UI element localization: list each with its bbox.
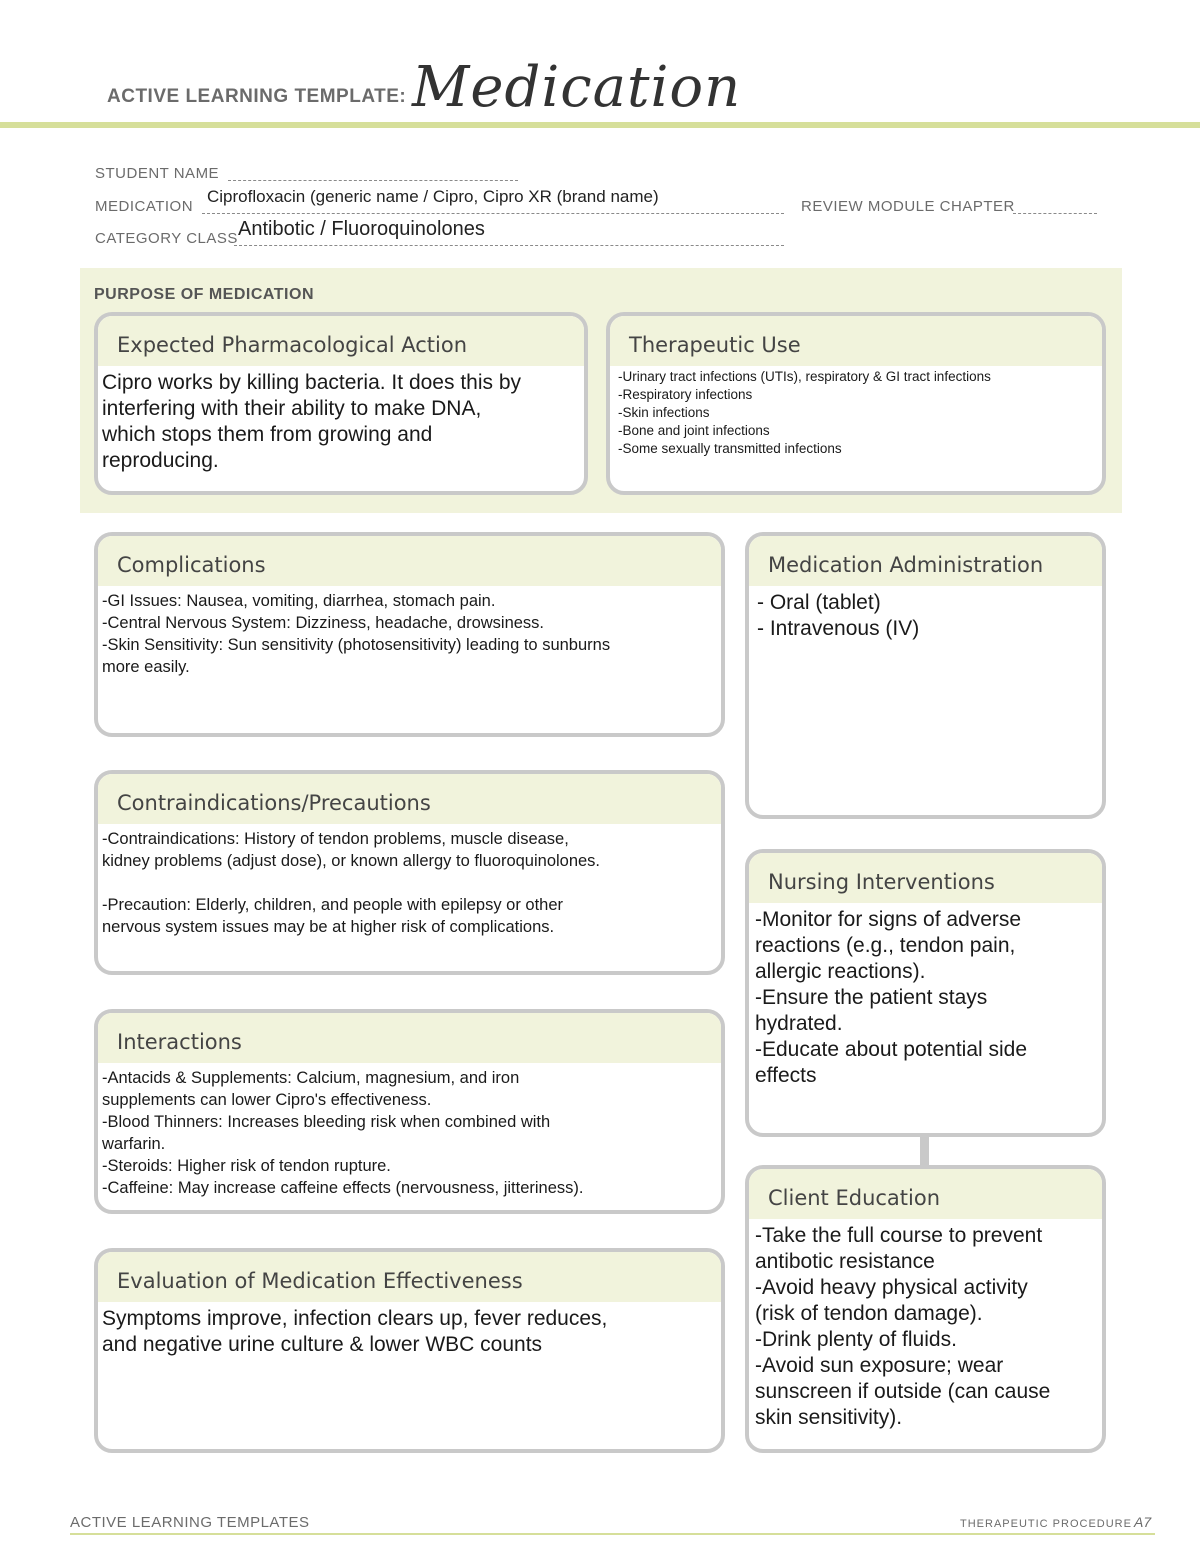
footer-section: THERAPEUTIC PROCEDURE: [960, 1518, 1132, 1530]
evaluation-title: Evaluation of Medication Effectiveness: [98, 1252, 721, 1302]
contraindications-box: [94, 770, 725, 975]
category-class-label: CATEGORY CLASS: [95, 230, 238, 247]
medication-administration-box: [745, 532, 1106, 819]
expected-action-title: Expected Pharmacological Action: [98, 316, 584, 366]
student-name-label: STUDENT NAME: [95, 165, 220, 182]
contraindications-title: Contraindications/Precautions: [98, 774, 721, 824]
student-name-field[interactable]: [228, 180, 518, 181]
category-class-field[interactable]: [234, 245, 784, 246]
footer-divider: [70, 1533, 1155, 1535]
medication-value: Ciprofloxacin (generic name / Cipro, Cipro XR (brand name): [207, 187, 659, 206]
category-class-value: Antibotic / Fluoroquinolones: [238, 218, 485, 240]
therapeutic-use-box: [606, 312, 1106, 495]
contraindications-text: -Contraindications: History of tendon problems, muscle disease, kidney problems (adjust dose), or known allergy to fluoroquinolones. -Precaution: Elderly, children, and people with epilepsy or other nervous system issues may be at higher risk of complications.: [102, 830, 601, 936]
header-divider: [0, 122, 1200, 128]
nursing-interventions-text: -Monitor for signs of adverse reactions (e.g., tendon pain, allergic reactions). -Ensure the patient stays hydrated. -Educate about potential side effects: [755, 908, 1028, 1087]
evaluation-text: Symptoms improve, infection clears up, fever reduces, and negative urine culture & lower WBC counts: [102, 1307, 608, 1356]
interactions-box: [94, 1009, 725, 1214]
page-number: A7: [1134, 1514, 1152, 1530]
therapeutic-use-title: Therapeutic Use: [610, 316, 1102, 366]
medication-label: MEDICATION: [95, 198, 194, 215]
interactions-title: Interactions: [98, 1013, 721, 1063]
interactions-text: -Antacids & Supplements: Calcium, magnesium, and iron supplements can lower Cipro's effectiveness. -Blood Thinners: Increases bleeding risk when combined with warfarin. -Steroids: Higher risk of tendon rupture. -Caffeine: May increase caffeine effects (nervousness, jitteriness).: [102, 1069, 584, 1197]
client-education-text: -Take the full course to prevent antibotic resistance -Avoid heavy physical activity (risk of tendon damage). -Drink plenty of fluids. -Avoid sun exposure; wear sunscreen if outside (can cause skin sensitivity).: [755, 1224, 1051, 1429]
complications-text: -GI Issues: Nausea, vomiting, diarrhea, stomach pain. -Central Nervous System: Dizziness, headache, drowsiness. -Skin Sensitivity: Sun sensitivity (photosensitivity) leading to sunburns more easily.: [102, 592, 611, 676]
review-module-field[interactable]: [1013, 213, 1097, 214]
evaluation-box: [94, 1248, 725, 1453]
template-label: ACTIVE LEARNING TEMPLATE:: [107, 86, 407, 107]
medication-administration-title: Medication Administration: [749, 536, 1102, 586]
nursing-interventions-box: [745, 849, 1106, 1137]
expected-action-text: Cipro works by killing bacteria. It does this by interfering with their ability to make DNA, which stops them from growing and reproducing.: [102, 371, 522, 472]
page-title: Medication: [412, 55, 742, 120]
complications-box: [94, 532, 725, 737]
medication-field[interactable]: [202, 213, 784, 214]
review-module-label: REVIEW MODULE CHAPTER: [801, 198, 1015, 215]
client-education-box: [745, 1165, 1106, 1453]
client-education-title: Client Education: [749, 1169, 1102, 1219]
footer-label: ACTIVE LEARNING TEMPLATES: [70, 1514, 310, 1531]
nursing-interventions-title: Nursing Interventions: [749, 853, 1102, 903]
box-connector: [920, 1135, 929, 1167]
expected-action-box: [94, 312, 588, 495]
complications-title: Complications: [98, 536, 721, 586]
medication-administration-text: - Oral (tablet) - Intravenous (IV): [757, 591, 920, 640]
therapeutic-use-text: -Urinary tract infections (UTIs), respiratory & GI tract infections -Respiratory infections -Skin infections -Bone and joint infections -Some sexually transmitted infections: [618, 369, 991, 456]
purpose-label: PURPOSE OF MEDICATION: [94, 286, 314, 303]
